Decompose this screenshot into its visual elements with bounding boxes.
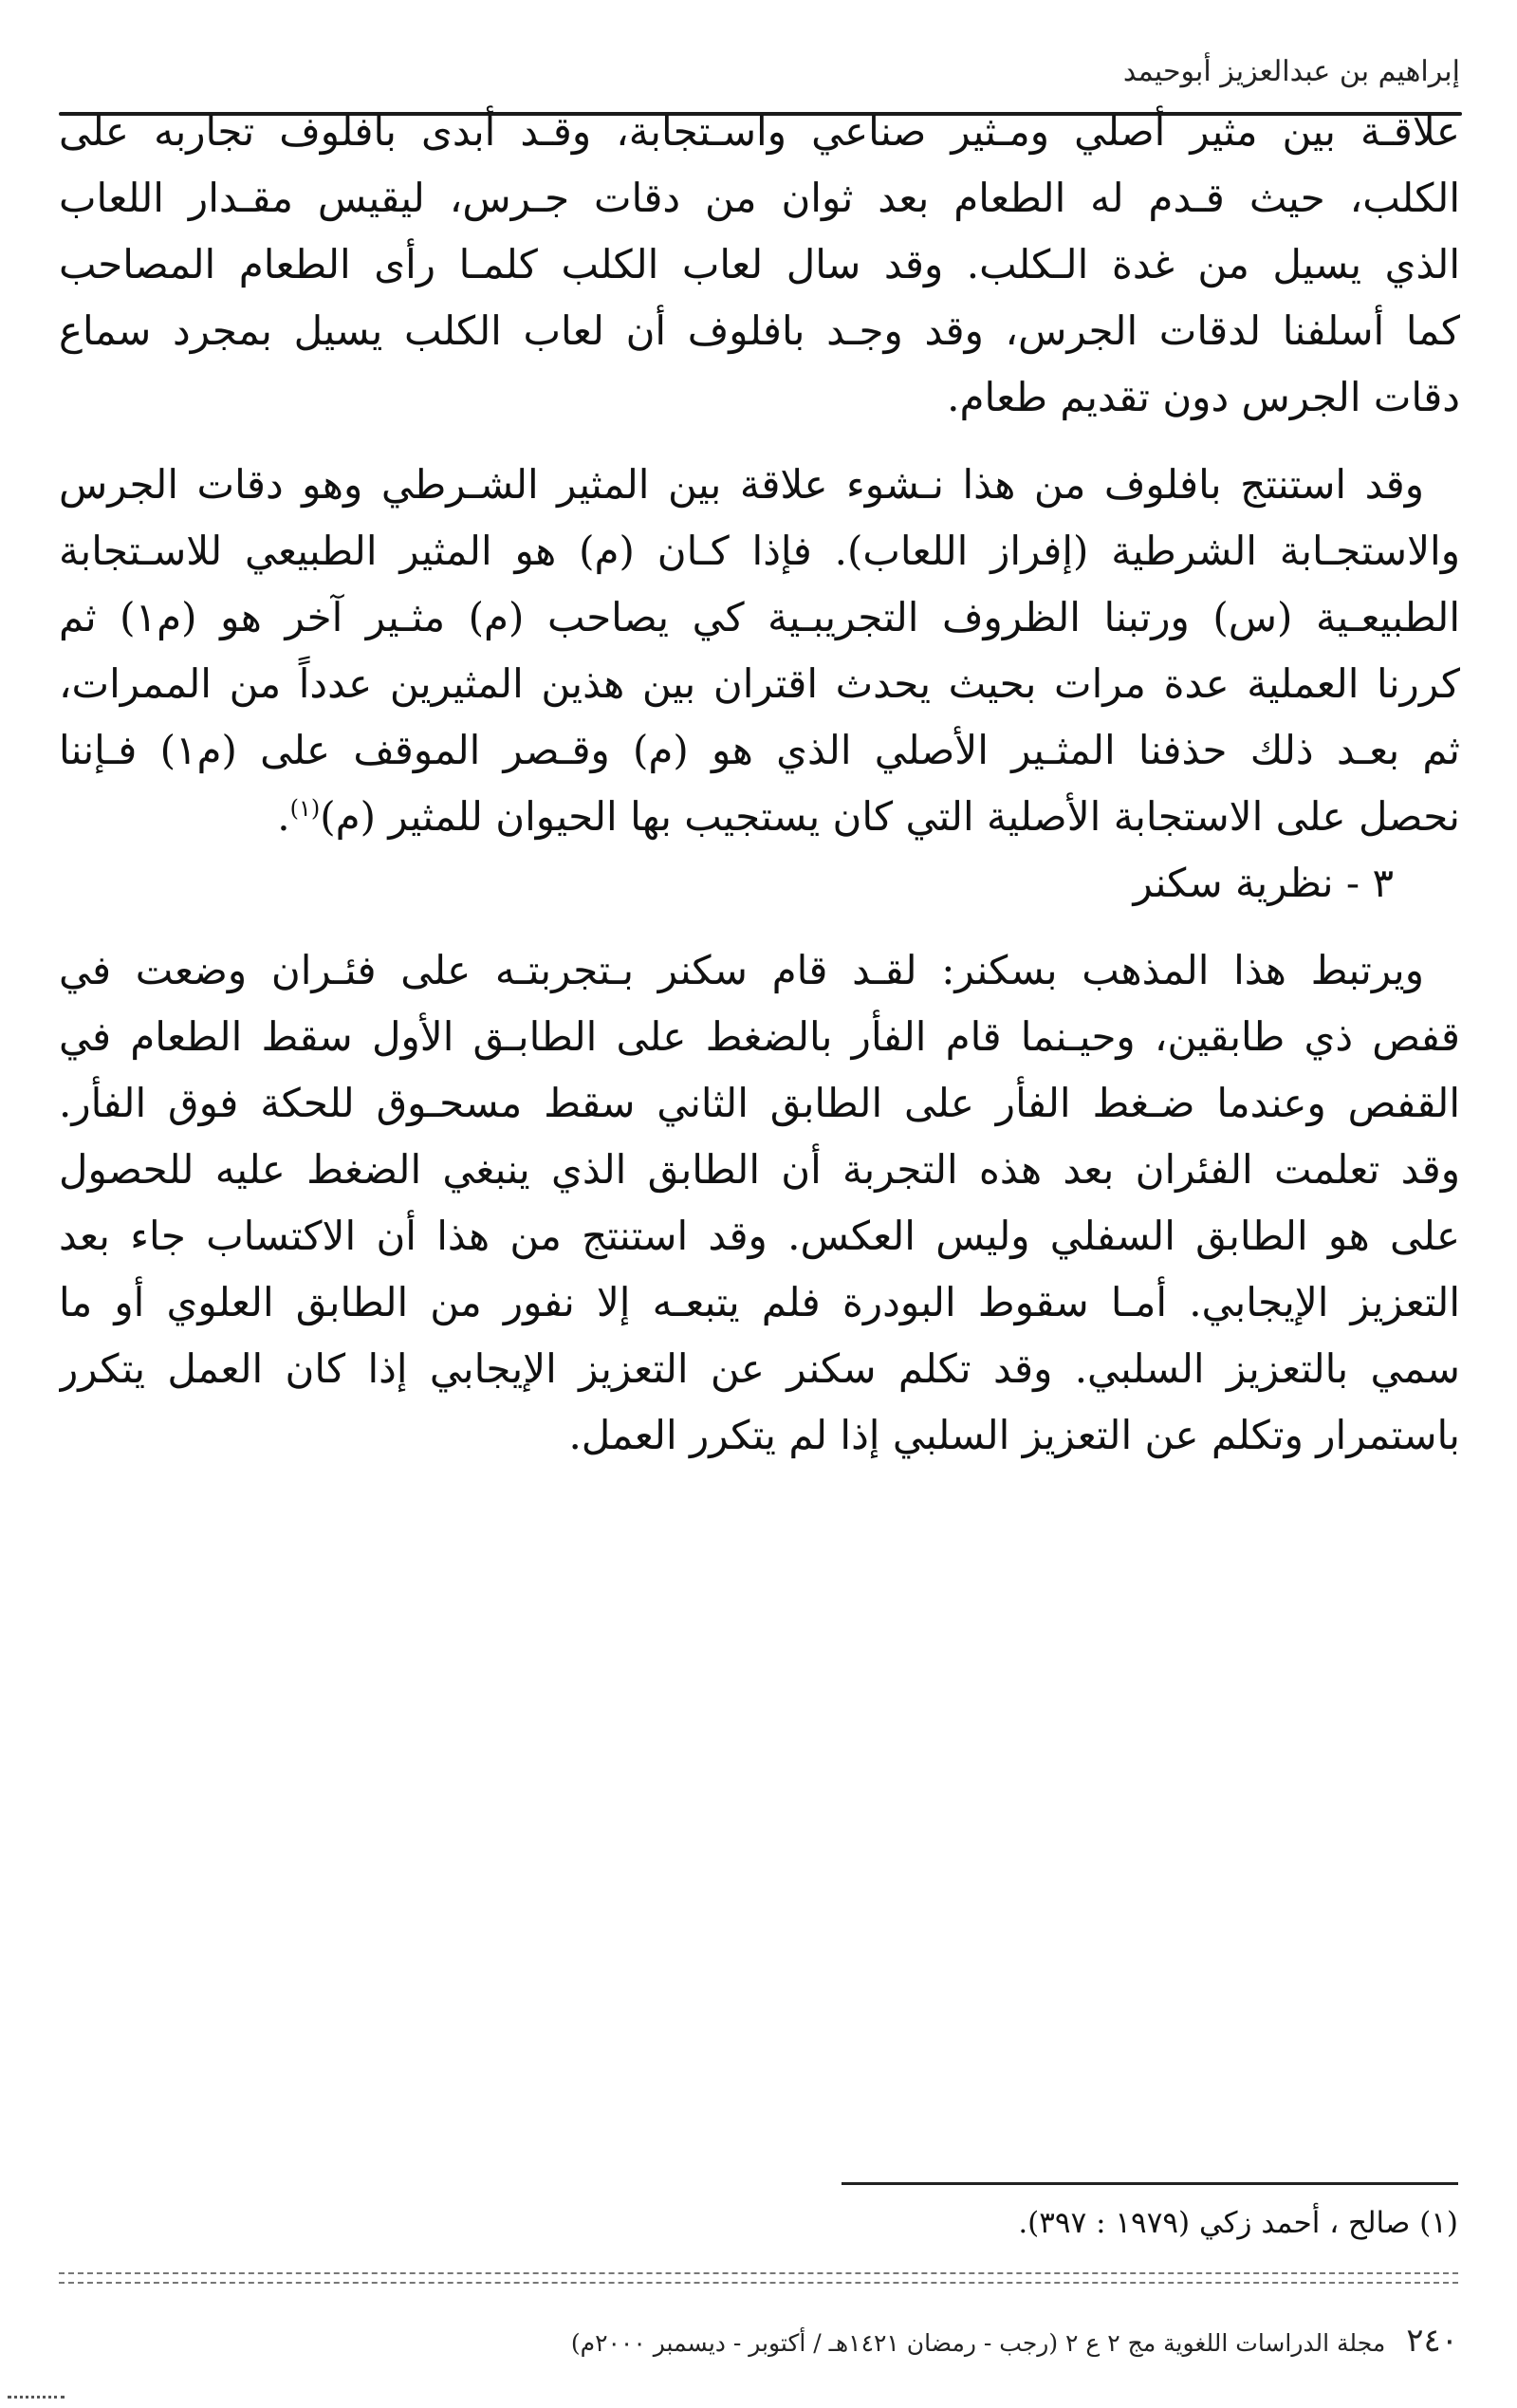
body-line: على هو الطابق السفلي وليس العكس. وقد استنتج من هذا أن الاكتساب جاء بعد	[59, 1213, 1460, 1259]
body-line: سمي بالتعزيز السلبي. وقد تكلم سكنر عن التعزيز الإيجابي إذا كان العمل يتكرر	[59, 1345, 1460, 1392]
body-line: والاستجـابة الشرطية (إفراز اللعاب). فإذا كـان (م) هو المثير الطبيعي للاسـتجابة	[59, 528, 1460, 574]
footnote-ref: (١)	[289, 795, 321, 822]
scan-mark	[8, 2396, 65, 2399]
running-header: إبراهيم بن عبدالعزيز أبوحيمد	[1122, 55, 1460, 88]
body-line: القفص وعندما ضـغط الفأر على الطابق الثاني سقط مسحـوق للحكة فوق الفأر.	[59, 1080, 1460, 1126]
section-heading: ٣ - نظرية سكنر	[1133, 860, 1394, 906]
body-text: نحصل على الاستجابة الأصلية التي كان يستجيب بها الحيوان للمثير (م)	[320, 793, 1460, 840]
body-line: كما أسلفنا لدقات الجرس، وقد وجـد بافلوف أن لعاب الكلب يسيل بمجرد سماع	[59, 307, 1460, 354]
body-text: .	[277, 793, 290, 840]
body-line: قفص ذي طابقين، وحيـنما قام الفأر بالضغط على الطابـق الأول سقط الطعام في	[59, 1013, 1460, 1060]
page-footer	[571, 2322, 1458, 2362]
footnote-rule	[842, 2182, 1458, 2185]
body-line: دقات الجرس دون تقديم طعام.	[947, 374, 1460, 420]
footnote: (١) صالح ، أحمد زكي (١٩٧٩ : ٣٩٧).	[1018, 2206, 1458, 2240]
body-line: وقد تعلمت الفئران بعد هذه التجربة أن الطابق الذي ينبغي الضغط عليه للحصول	[59, 1146, 1460, 1193]
footer-divider	[59, 2282, 1458, 2284]
body-line: التعزيز الإيجابي. أمـا سقوط البودرة فلم يتبعـه إلا نفور من الطابق العلوي أو ما	[59, 1279, 1460, 1325]
body-line: الذي يسيل من غدة الـكلب. وقد سال لعاب الكلب كلمـا رأى الطعام المصاحب	[59, 241, 1460, 287]
body-line: الكلب، حيث قـدم له الطعام بعد ثوان من دقات جـرس، ليقيس مقـدار اللعاب	[59, 175, 1460, 221]
body-line: ويرتبط هذا المذهب بسكنر: لقـد قام سكنر بـتجربتـه على فئـران وضعت في	[59, 947, 1424, 993]
footer-divider	[59, 2272, 1458, 2274]
body-line: ثم بعـد ذلك حذفنا المثـير الأصلي الذي هو (م) وقـصر الموقف على (م١) فـإننا	[59, 727, 1460, 773]
body-line: علاقـة بين مثير أصلي ومـثير صناعي واسـتجابة، وقـد أبدى بافلوف تجاربه على	[59, 108, 1460, 155]
body-line: الطبيعـية (س) ورتبنا الظروف التجريبـية كي يصاحب (م) مثـير آخر هو (م١) ثم	[59, 594, 1460, 640]
body-line: باستمرار وتكلم عن التعزيز السلبي إذا لم يتكرر العمل.	[568, 1412, 1460, 1458]
body-line: وقد استنتج بافلوف من هذا نـشوء علاقة بين المثير الشـرطي وهو دقات الجرس	[59, 461, 1424, 508]
page-number: ٢٤٠	[1406, 2322, 1458, 2360]
body-line: كررنا العملية عدة مرات بحيث يحدث اقتران بين هذين المثيرين عدداً من الممرات،	[59, 660, 1460, 707]
journal-citation: مجلة الدراسات اللغوية مج ٢ ع ٢ (رجب - رمضان ١٤٢١هـ / أكتوبر - ديسمبر ٢٠٠٠م)	[570, 2329, 1386, 2357]
